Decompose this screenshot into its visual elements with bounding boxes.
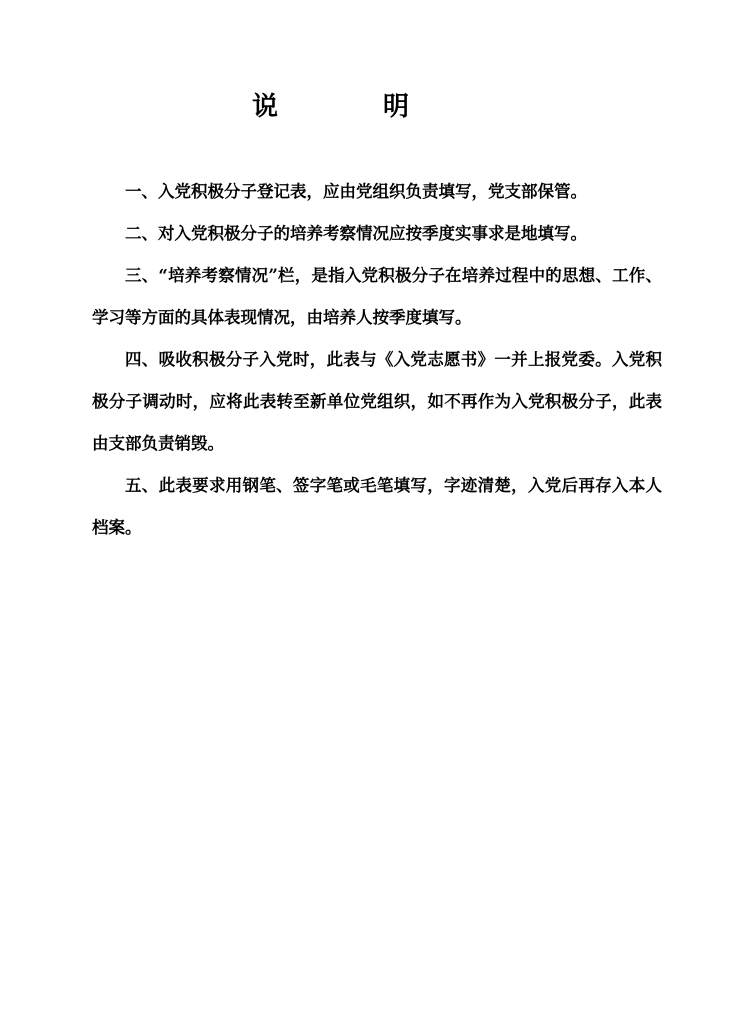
instruction-paragraph-4: 四、吸收积极分子入党时，此表与《入党志愿书》一并上报党委。入党积极分子调动时，应将此表转至新单位党组织，如不再作为入党积极分子，此表由支部负责销毁。 (92, 350, 662, 453)
instruction-paragraph-5: 五、此表要求用钢笔、签字笔或毛笔填写，字迹清楚，入党后再存入本人档案。 (92, 476, 662, 537)
instruction-paragraph-3: 三、“培养考察情况”栏，是指入党积极分子在培养过程中的思想、工作、学习等方面的具体表现情况，由培养人按季度填写。 (92, 266, 662, 327)
title-char-1: 说 (252, 92, 279, 122)
page-title (0, 86, 745, 126)
title-char-2: 明 (383, 92, 410, 122)
instruction-paragraph-1: 一、入党积极分子登记表，应由党组织负责填写，党支部保管。 (125, 182, 587, 201)
instruction-paragraph-2: 二、对入党积极分子的培养考察情况应按季度实事求是地填写。 (125, 224, 587, 243)
instructions-body (92, 171, 662, 549)
